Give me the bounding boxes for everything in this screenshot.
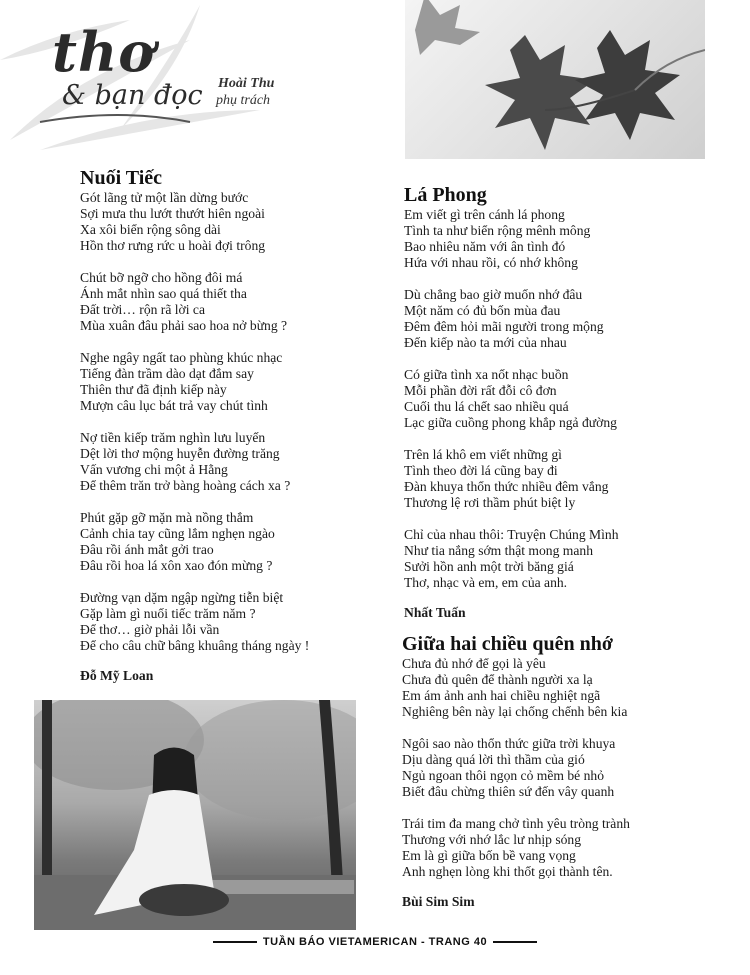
poem-line: Xa xôi biển rộng sông dài xyxy=(80,222,221,237)
maple-leaf-icon xyxy=(405,0,705,159)
poem-line: Đến kiếp nào ta mới của nhau xyxy=(404,335,567,350)
poem-line: Gặp làm gì nuối tiếc trăm năm ? xyxy=(80,606,256,621)
photo-illustration xyxy=(34,700,356,930)
girl-in-ao-dai-photo xyxy=(34,700,356,930)
poem-title: Nuối Tiếc xyxy=(80,167,163,189)
footer-rule-left xyxy=(213,941,257,943)
poem-line: Một năm có đủ bốn mùa đau xyxy=(404,303,561,318)
stanza-break xyxy=(404,511,619,527)
poem-line: Đêm đêm hỏi mãi người trong mộng xyxy=(404,319,604,334)
poem-la-phong xyxy=(404,184,619,621)
poem-line: Chưa đủ nhớ để gọi là yêu xyxy=(402,656,546,671)
stanza-break xyxy=(404,271,619,287)
poem-line: Tình ta như biển rộng mênh mông xyxy=(404,223,591,238)
poem-author: Bùi Sim Sim xyxy=(402,894,475,909)
logo-subtitle: & bạn đọc xyxy=(62,80,203,111)
poem-line: Dù chẳng bao giờ muốn nhớ đâu xyxy=(404,287,583,302)
poem-line: Cảnh chia tay cũng lắm nghẹn ngào xyxy=(80,526,275,541)
poem-line: Nghe ngây ngất tao phùng khúc nhạc xyxy=(80,350,283,365)
poem-line: Bao nhiêu năm với ân tình đó xyxy=(404,239,566,254)
poem-title: Lá Phong xyxy=(404,184,487,206)
poem-line: Cuối thu lá chết sao nhiều quá xyxy=(404,399,569,414)
poem-line: Để thơ… giờ phải lỗi vần xyxy=(80,622,220,637)
editor-name: Hoài Thu xyxy=(218,76,275,91)
poem-line: Chỉ của nhau thôi: Truyện Chúng Mình xyxy=(404,527,619,542)
poem-line: Đường vạn dặm ngập ngừng tiễn biệt xyxy=(80,590,284,605)
poem-author: Đỗ Mỹ Loan xyxy=(80,668,154,683)
stanza-break xyxy=(402,720,630,736)
poem-line: Chút bỡ ngỡ cho hồng đôi má xyxy=(80,270,243,285)
footer-text: TUẦN BÁO VIETAMERICAN - TRANG 40 xyxy=(262,936,488,948)
poem-line: Dịu dàng quá lời thì thầm của gió xyxy=(402,752,585,767)
poem-line: Tiếng đàn trầm dào dạt đắm say xyxy=(80,366,254,381)
poem-line: Ngủ ngoan thôi ngọn cỏ mềm bé nhỏ xyxy=(402,768,604,783)
poem-lines xyxy=(402,656,630,880)
poem-line: Ánh mắt nhìn sao quá thiết tha xyxy=(80,286,247,301)
poem-lines xyxy=(404,207,619,591)
stanza-break xyxy=(80,334,309,350)
poem-line: Ngôi sao nào thổn thức giữa trời khuya xyxy=(402,736,616,751)
poem-line: Hứa với nhau rồi, có nhớ không xyxy=(404,255,578,270)
poem-line: Nợ tiền kiếp trăm nghìn lưu luyến xyxy=(80,430,266,445)
poem-line: Chưa đủ quên để thành người xa lạ xyxy=(402,672,593,687)
poem-line: Lạc giữa cuồng phong khắp ngả đường xyxy=(404,415,617,430)
poem-line: Em ám ảnh anh hai chiều nghiệt ngã xyxy=(402,688,601,703)
poem-line: Thiên thư đã định kiếp này xyxy=(80,382,227,397)
poem-line: Em viết gì trên cánh lá phong xyxy=(404,207,565,222)
poem-line: Phút gặp gỡ mặn mà nồng thắm xyxy=(80,510,254,525)
poem-nuoi-tiec xyxy=(80,167,309,684)
stanza-break xyxy=(404,351,619,367)
poem-line: Đàn khuya thổn thức nhiều đêm vắng xyxy=(404,479,609,494)
stanza-break xyxy=(80,414,309,430)
stanza-break xyxy=(80,574,309,590)
poem-line: Mùa xuân đâu phải sao hoa nở bừng ? xyxy=(80,318,288,333)
poem-line: Thơ, nhạc và em, em của anh. xyxy=(404,575,568,590)
poem-line: Nghiêng bên này lại chống chếnh bên kia xyxy=(402,704,628,719)
poem-line: Thương với nhớ lắc lư nhịp sóng xyxy=(402,832,582,847)
poem-line: Sợi mưa thu lướt thướt hiên ngoài xyxy=(80,206,265,221)
poem-line: Đâu rồi hoa lá xôn xao đón mừng ? xyxy=(80,558,273,573)
poem-author: Nhất Tuấn xyxy=(404,605,466,620)
poem-giua-hai-chieu-quen-nho xyxy=(402,633,630,910)
stanza-break xyxy=(80,254,309,270)
poem-line: Vấn vương chi một ả Hằng xyxy=(80,462,228,477)
editor-role: phụ trách xyxy=(216,93,271,108)
poem-line: Mượn câu lục bát trả vay chút tình xyxy=(80,398,268,413)
poem-line: Để cho câu chữ bâng khuâng tháng ngày ! xyxy=(80,638,310,653)
poem-line: Tình theo đời lá cũng bay đi xyxy=(404,463,558,478)
poem-title: Giữa hai chiều quên nhớ xyxy=(402,633,613,655)
page-footer xyxy=(0,936,750,948)
stanza-break xyxy=(404,431,619,447)
poem-line: Như tia nắng sớm thật mong manh xyxy=(404,543,593,558)
poem-line: Thương lệ rơi thầm phút biệt ly xyxy=(404,495,576,510)
stanza-break xyxy=(402,800,630,816)
poem-line: Có giữa tình xa nốt nhạc buồn xyxy=(404,367,569,382)
poem-line: Đâu rồi ánh mắt gởi trao xyxy=(80,542,214,557)
poem-line: Anh nghẹn lòng khi thốt gọi thành tên. xyxy=(402,864,613,879)
poem-line: Trái tim đa mang chở tình yêu tròng trành xyxy=(402,816,630,831)
poem-lines xyxy=(80,190,309,654)
poem-line: Sưởi hồn anh một trời băng giá xyxy=(404,559,574,574)
maple-leaves-photo xyxy=(405,0,705,159)
poem-line: Dệt lời thơ mộng huyễn đường trăng xyxy=(80,446,280,461)
section-logo xyxy=(0,0,400,150)
poem-line: Mỗi phần đời rất đỗi cô đơn xyxy=(404,383,557,398)
poem-line: Biết đâu chừng thiên sứ đến vây quanh xyxy=(402,784,615,799)
poem-line: Trên lá khô em viết những gì xyxy=(404,447,562,462)
poem-line: Hồn thơ rưng rức u hoài đợi trông xyxy=(80,238,266,253)
footer-rule-right xyxy=(493,941,537,943)
poem-line: Để thêm trăn trở bàng hoàng cách xa ? xyxy=(80,478,291,493)
poem-line: Em là gì giữa bốn bề vang vọng xyxy=(402,848,576,863)
logo-title: thơ xyxy=(52,20,156,84)
stanza-break xyxy=(80,494,309,510)
poem-line: Đất trời… rộn rã lời ca xyxy=(80,302,205,317)
poem-line: Gót lãng tử một lần dừng bước xyxy=(80,190,249,205)
